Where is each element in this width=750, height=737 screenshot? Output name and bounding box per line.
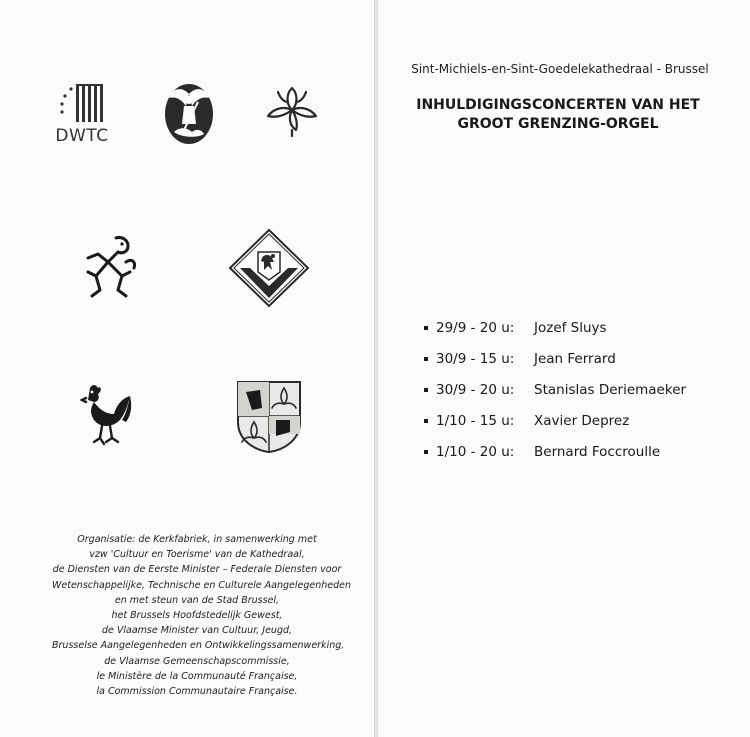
concert-item [424,374,724,405]
angel-emblem-logo [162,80,216,146]
dwtc-logo-text: DWTC [55,126,109,146]
coat-of-arms-shield-icon [234,378,304,454]
organisation-credits [52,532,352,699]
bullet-icon [424,326,428,330]
lion-in-diamond-icon [228,228,310,308]
bullet-icon [424,450,428,454]
organisation-line: het Brussels Hoofdstedelijk Gewest, [111,610,283,622]
organisation-line: vzw 'Cultuur en Toerisme' van de Kathedraal, [89,549,305,561]
concert-date: 29/9 - 20 u: [436,319,515,336]
organisation-line: en met steun van de Stad Brussel, [114,594,280,606]
concert-artist: Stanislas Deriemaeker [534,381,687,398]
concert-date: 30/9 - 20 u: [436,381,515,398]
concert-artist: Jozef Sluys [534,319,607,336]
left-panel [0,0,374,737]
organisation-line: de Diensten van de Eerste Minister – Federale Diensten voor [52,564,342,576]
flemish-lion-logo [78,232,140,302]
organisation-line: le Ministère de la Communauté Française, [96,670,298,682]
concert-list [424,312,724,467]
concert-date: 1/10 - 20 u: [436,443,515,460]
organisation-line: de Vlaamse Minister van Cultuur, Jeugd, [101,625,293,637]
venue-heading: Sint-Michiels-en-Sint-Goedelekathedraal - Brussel [411,62,709,76]
organisation-line: Brusselse Aangelegenheden en Ontwikkelingssamenwerking, [52,640,345,652]
diamond-lion-logo [228,228,310,308]
flemish-lion-icon [78,232,140,302]
concert-artist: Xavier Deprez [534,412,630,429]
title-line: GROOT GRENZING-ORGEL [457,116,659,132]
concert-artist: Bernard Foccroulle [534,443,661,460]
archangel-michael-icon [162,80,216,146]
organisation-line: la Commission Communautaire Française. [96,686,298,698]
organisation-line: Wetenschappelijke, Technische en Culturele Aangelegenheden [52,579,352,591]
page-title [408,96,708,134]
concert-date: 30/9 - 15 u: [436,350,515,367]
title-line: INHULDIGINGSCONCERTEN VAN HET [416,97,700,113]
rooster-icon [76,380,136,448]
quartered-shield-logo [234,378,304,454]
bullet-icon [424,357,428,361]
concert-item [424,405,724,436]
concert-date: 1/10 - 15 u: [436,412,515,429]
walloon-rooster-logo [76,380,136,448]
concert-artist: Jean Ferrard [534,350,616,367]
organisation-line: Organisatie: de Kerkfabriek, in samenwerking met [77,534,317,545]
concert-item [424,343,724,374]
dwtc-logo [52,80,112,146]
organisation-line: de Vlaamse Gemeenschapscommissie, [104,655,290,667]
dwtc-columns-icon [52,80,112,124]
bullet-icon [424,388,428,392]
iris-logo [262,80,322,140]
concert-item [424,312,724,343]
iris-flower-icon [262,80,322,140]
bullet-icon [424,419,428,423]
concert-item [424,436,724,467]
